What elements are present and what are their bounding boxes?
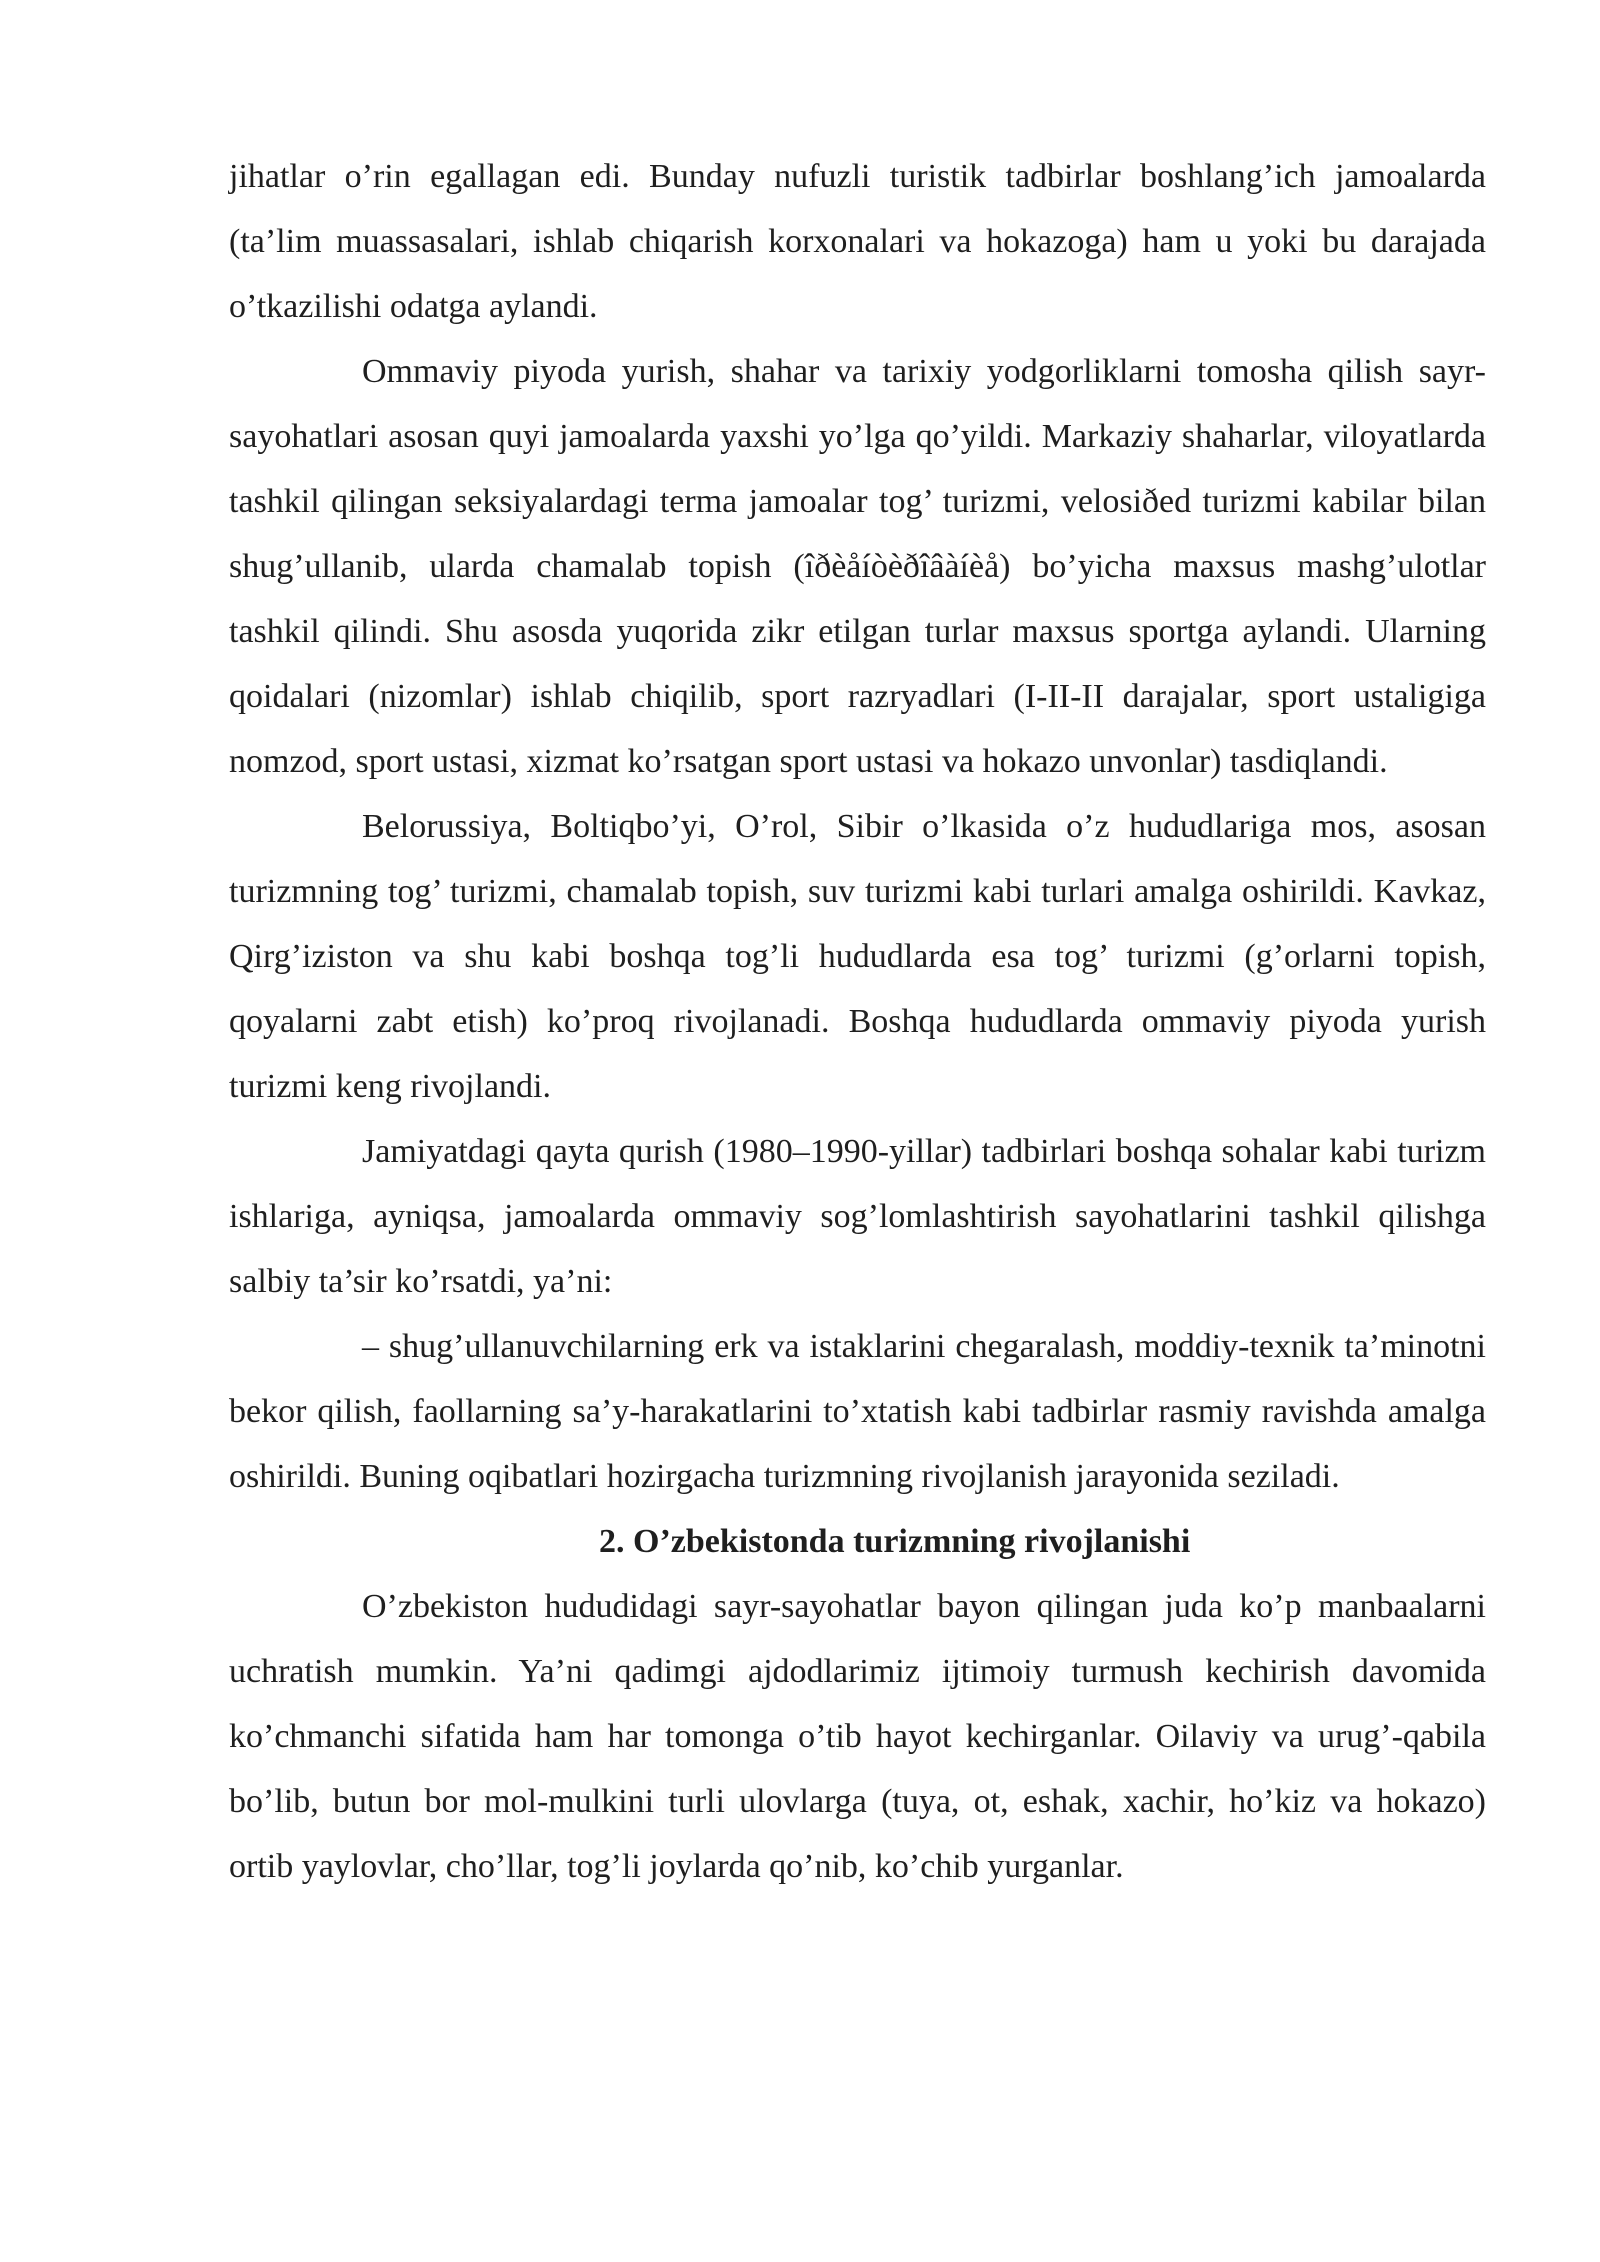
paragraph-6: O’zbekiston hududidagi sayr-sayohatlar bayon qilingan juda ko’p manbaalarni uchratish mumkin. Ya’ni qadimgi ajdodlarimiz ijtimoiy turmush kechirish davomida ko’chmanchi sifatida ham har tomonga o’tib hayot kechirganlar. Oilaviy va urug’-qabila bo’lib, butun bor mol-mulkini turli ulovlarga (tuya, ot, eshak, xachir, ho’kiz va hokazo) ortib yaylovlar, cho’llar, tog’li joylarda qo’nib, ko’chib yurganlar.	[229, 1588, 1486, 1885]
paragraph-2: Ommaviy piyoda yurish, shahar va tarixiy yodgorliklarni tomosha qilish sayr-sayohatlari asosan quyi jamoalarda yaxshi yo’lga qo’yildi. Markaziy shaharlar, viloyatlarda tashkil qilingan seksiyalardagi terma jamoalar tog’ turizmi, velosiðed turizmi kabilar bilan shug’ullanib, ularda chamalab topish (îðèåíòèðîâàíèå) bo’yicha maxsus mashg’ulotlar tashkil qilindi. Shu asosda yuqorida zikr etilgan turlar maxsus sportga aylandi. Ularning qoidalari (nizomlar) ishlab chiqilib, sport razryadlari (I-II-II darajalar, sport ustaligiga nomzod, sport ustasi, xizmat ko’rsatgan sport ustasi va hokazo unvonlar) tasdiqlandi.	[229, 353, 1486, 780]
paragraph-4: Jamiyatdagi qayta qurish (1980–1990-yillar) tadbirlari boshqa sohalar kabi turizm ishlariga, ayniqsa, jamoalarda ommaviy sog’lomlashtirish sayohatlarini tashkil qilishga salbiy ta’sir ko’rsatdi, ya’ni:	[229, 1133, 1486, 1300]
document-page	[229, 144, 1486, 1899]
paragraph-1: jihatlar o’rin egallagan edi. Bunday nufuzli turistik tadbirlar boshlang’ich jamoalarda (ta’lim muassasalari, ishlab chiqarish korxonalari va hokazoga) ham u yoki bu darajada o’tkazilishi odatga aylandi.	[229, 158, 1486, 325]
paragraph-5-list-item: – shug’ullanuvchilarning erk va istaklarini chegaralash, moddiy-texnik ta’minotni bekor qilish, faollarning sa’y-harakatlarini to’xtatish kabi tadbirlar rasmiy ravishda amalga oshirildi. Buning oqibatlari hozirgacha turizmning rivojlanish jarayonida seziladi.	[229, 1328, 1486, 1495]
section-heading: 2. O’zbekistonda turizmning rivojlanishi	[599, 1523, 1191, 1560]
paragraph-3: Belorussiya, Boltiqbo’yi, O’rol, Sibir o’lkasida o’z hududlariga mos, asosan turizmning tog’ turizmi, chamalab topish, suv turizmi kabi turlari amalga oshirildi. Kavkaz, Qirg’iziston va shu kabi boshqa tog’li hududlarda esa tog’ turizmi (g’orlarni topish, qoyalarni zabt etish) ko’proq rivojlanadi. Boshqa hududlarda ommaviy piyoda yurish turizmi keng rivojlandi.	[229, 808, 1486, 1105]
